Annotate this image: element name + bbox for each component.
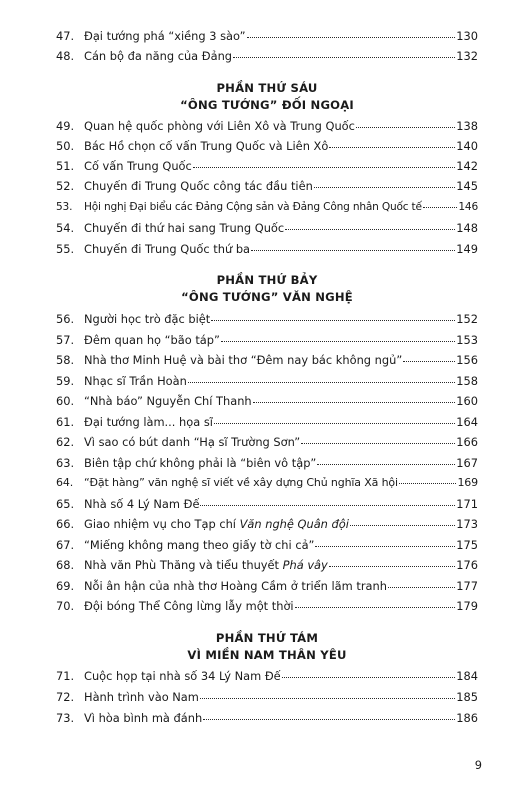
dot-leader (211, 319, 455, 321)
toc-entry (56, 473, 478, 493)
entry-number: 51. (56, 159, 75, 173)
entry-page: 132 (456, 49, 478, 63)
toc-entry (56, 371, 478, 391)
dot-leader (356, 126, 455, 128)
entry-page: 146 (458, 201, 478, 213)
entry-page: 149 (456, 242, 478, 256)
entry-title: Cán bộ đa năng của Đảng (84, 49, 233, 63)
dot-leader (214, 422, 455, 424)
entry-page: 171 (456, 497, 478, 511)
entry-title-italic: Phá vây (282, 558, 328, 572)
entry-title: Hành trình vào Nam (84, 690, 199, 704)
toc-entry (56, 218, 478, 238)
entry-title: Vì sao có bút danh “Hạ sĩ Trường Sơn” (84, 435, 301, 449)
entry-page: 160 (456, 394, 478, 408)
toc-entry (56, 596, 478, 616)
entry-number: 73. (56, 711, 75, 725)
section-title: “ÔNG TƯỚNG” ĐỐI NGOẠI (180, 98, 354, 112)
dot-leader (285, 228, 455, 230)
toc-entry (56, 535, 478, 555)
entry-number: 54. (56, 221, 75, 235)
toc-entry (56, 156, 478, 176)
entry-page: 166 (456, 435, 478, 449)
dot-leader (233, 56, 455, 58)
entry-title: Biên tập chứ không phải là “biên vô tập” (84, 456, 317, 470)
entry-number: 67. (56, 538, 75, 552)
dot-leader (329, 146, 455, 148)
entry-title: “Đặt hàng” văn nghệ sĩ viết về xây dựng Chủ nghĩa Xã hội (84, 476, 398, 489)
dot-leader (314, 186, 455, 188)
entry-title: Đại tướng phá “xiềng 3 sào” (84, 29, 246, 43)
entry-number: 49. (56, 119, 75, 133)
entry-page: 185 (456, 690, 478, 704)
entry-number: 47. (56, 29, 75, 43)
entry-title: “Miếng không mang theo giấy tờ chi cả” (84, 538, 315, 552)
entry-title-text: Giao nhiệm vụ cho Tạp chí (84, 517, 240, 531)
dot-leader (193, 166, 455, 168)
entry-title: Nhà số 4 Lý Nam Đế (84, 497, 200, 511)
toc-entry (56, 309, 478, 329)
entry-title: Nỗi ân hận của nhà thơ Hoàng Cầm ở triển lãm tranh (84, 579, 387, 593)
entry-title: “Nhà báo” Nguyễn Chí Thanh (84, 394, 252, 408)
dot-leader (388, 586, 455, 588)
entry-number: 57. (56, 333, 75, 347)
section-heading (56, 630, 478, 664)
entry-number: 68. (56, 558, 75, 572)
entry-number: 56. (56, 312, 75, 326)
entry-page: 179 (456, 599, 478, 613)
entry-title: Hội nghị Đại biểu các Đảng Cộng sản và Đảng Công nhân Quốc tế (84, 201, 422, 213)
entry-number: 53. (56, 201, 73, 213)
entry-page: 176 (456, 558, 478, 572)
toc-entry (56, 350, 478, 370)
entry-title (84, 514, 349, 534)
entry-page: 173 (456, 517, 478, 531)
entry-title: Bác Hồ chọn cố vấn Trung Quốc và Liên Xô (84, 139, 329, 153)
dot-leader (317, 463, 455, 465)
dot-leader (301, 442, 455, 444)
entry-number: 59. (56, 374, 75, 388)
dot-leader (188, 381, 455, 383)
entry-title: Chuyến đi Trung Quốc công tác đầu tiên (84, 179, 313, 193)
entry-title: Đội bóng Thể Công lừng lẫy một thời (84, 599, 294, 613)
section-heading (56, 272, 478, 306)
toc-entry (56, 136, 478, 156)
section-heading (56, 80, 478, 114)
entry-number: 64. (56, 476, 74, 489)
toc-entry (56, 708, 478, 728)
entry-number: 55. (56, 242, 75, 256)
entry-number: 48. (56, 49, 75, 63)
dot-leader (315, 545, 455, 547)
entry-title: Vì hòa bình mà đánh (84, 711, 203, 725)
dot-leader (423, 206, 458, 208)
toc-entry (56, 687, 478, 707)
toc-entry (56, 453, 478, 473)
section-label: PHẦN THỨ BẢY (216, 273, 318, 287)
entry-page: 152 (456, 312, 478, 326)
toc-entry (56, 46, 478, 66)
dot-leader (399, 482, 457, 484)
section-label: PHẦN THỨ TÁM (215, 631, 319, 645)
entry-title: Đại tướng làm... họa sĩ (84, 415, 213, 429)
entry-number: 60. (56, 394, 75, 408)
page-number: 9 (474, 758, 482, 772)
entry-title: Nhạc sĩ Trần Hoàn (84, 374, 187, 388)
entry-title (84, 555, 328, 575)
entry-page: 169 (457, 476, 478, 489)
entry-page: 186 (456, 711, 478, 725)
toc-entry (56, 666, 478, 686)
entry-page: 140 (456, 139, 478, 153)
toc-entry (56, 26, 478, 46)
dot-leader (253, 401, 456, 403)
dot-leader (403, 360, 455, 362)
entry-number: 62. (56, 435, 75, 449)
toc-entry (56, 494, 478, 514)
entry-number: 71. (56, 669, 75, 683)
entry-page: 153 (456, 333, 478, 347)
entry-page: 175 (456, 538, 478, 552)
entry-page: 184 (456, 669, 478, 683)
entry-title: Nhà thơ Minh Huệ và bài thơ “Đêm nay bác không ngủ” (84, 353, 403, 367)
entry-title-italic: Văn nghệ Quân đội (239, 517, 349, 531)
entry-page: 164 (456, 415, 478, 429)
dot-leader (203, 718, 455, 720)
entry-title-text: Nhà văn Phù Thăng và tiểu thuyết (84, 558, 283, 572)
entry-page: 167 (456, 456, 478, 470)
entry-page: 138 (456, 119, 478, 133)
entry-page: 145 (456, 179, 478, 193)
entry-number: 58. (56, 353, 75, 367)
toc-entry (56, 576, 478, 596)
dot-leader (251, 249, 455, 251)
entry-number: 69. (56, 579, 75, 593)
entry-title: Chuyến đi Trung Quốc thứ ba (84, 242, 251, 256)
toc-entry (56, 391, 478, 411)
section-label: PHẦN THỨ SÁU (216, 81, 318, 95)
entry-number: 63. (56, 456, 75, 470)
toc-entry (56, 239, 478, 259)
entry-number: 65. (56, 497, 75, 511)
toc-entry (56, 176, 478, 196)
entry-number: 70. (56, 599, 75, 613)
entry-page: 130 (456, 29, 478, 43)
entry-title: Cuộc họp tại nhà số 34 Lý Nam Đế (84, 669, 281, 683)
dot-leader (200, 697, 455, 699)
entry-page: 158 (456, 374, 478, 388)
toc-entry (56, 555, 478, 575)
toc-entry (56, 514, 478, 534)
toc-entry (56, 432, 478, 452)
dot-leader (200, 504, 455, 506)
entry-title: Cố vấn Trung Quốc (84, 159, 192, 173)
dot-leader (295, 606, 456, 608)
dot-leader (221, 340, 455, 342)
toc-entry (56, 330, 478, 350)
dot-leader (282, 676, 456, 678)
dot-leader (247, 36, 456, 38)
entry-number: 52. (56, 179, 75, 193)
entry-number: 66. (56, 517, 75, 531)
section-title: “ÔNG TƯỚNG” VĂN NGHỆ (181, 290, 353, 304)
toc-entry (56, 116, 478, 136)
entry-title: Quan hệ quốc phòng với Liên Xô và Trung Quốc (84, 119, 355, 133)
entry-page: 156 (456, 353, 478, 367)
entry-number: 72. (56, 690, 75, 704)
entry-title: Người học trò đặc biệt (84, 312, 211, 326)
dot-leader (329, 565, 455, 567)
toc-entry (56, 412, 478, 432)
entry-title: Chuyến đi thứ hai sang Trung Quốc (84, 221, 285, 235)
entry-page: 142 (456, 159, 478, 173)
section-title: VÌ MIỀN NAM THÂN YÊU (187, 648, 347, 662)
entry-number: 50. (56, 139, 75, 153)
toc-entry (56, 197, 478, 217)
entry-title: Đêm quan họ “bão táp” (84, 333, 220, 347)
entry-page: 177 (456, 579, 478, 593)
entry-number: 61. (56, 415, 75, 429)
entry-page: 148 (456, 221, 478, 235)
dot-leader (350, 524, 455, 526)
